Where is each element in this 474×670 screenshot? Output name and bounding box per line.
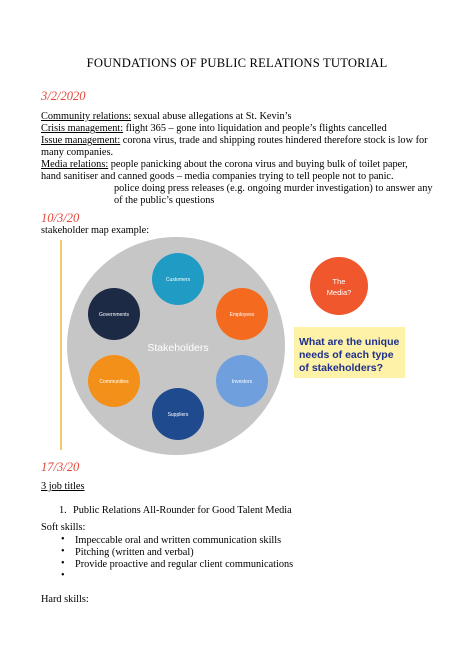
node-investors (216, 355, 268, 407)
bullet-icon: • (61, 534, 65, 545)
soft-skill-item: Pitching (written and verbal) (75, 547, 194, 558)
soft-skills-label: Soft skills: (41, 522, 86, 533)
the-media-node (310, 257, 368, 315)
term-text: corona virus, trade and shipping routes hindered therefore stock is low for (120, 135, 428, 146)
bullet-icon: • (61, 570, 65, 581)
bullet-icon: • (61, 558, 65, 569)
node-governments (88, 288, 140, 340)
customers-label: Customers (165, 277, 191, 283)
numbered-marker: 1. (59, 505, 67, 516)
term-label: Media relations: (41, 159, 109, 170)
hard-skills-label: Hard skills: (41, 594, 89, 605)
indented-note-line-2: of the public’s questions (114, 195, 215, 206)
the-media-circle (310, 257, 368, 315)
stakeholders-center-label: Stakeholders (147, 342, 209, 354)
soft-skill-item: Provide proactive and regular client communications (75, 559, 294, 570)
the-media-label-1: The (332, 277, 346, 286)
term-text: flight 365 – gone into liquidation and people’s flights cancelled (123, 123, 387, 134)
the-media-label-2: Media? (326, 288, 352, 297)
node-employees (216, 288, 268, 340)
bullet-icon: • (61, 546, 65, 557)
job-title-1: Public Relations All-Rounder for Good Talent Media (73, 505, 292, 516)
governments-label: Governments (98, 312, 130, 318)
term-text: sexual abuse allegations at St. Kevin’s (131, 111, 292, 122)
communities-label: Communities (99, 379, 129, 385)
term-label: Issue management: (41, 135, 121, 146)
suppliers-label: Suppliers (167, 412, 189, 418)
stakeholder-map-intro: stakeholder map example: (41, 225, 150, 236)
media-relations-continuation: hand sanitiser and canned goods – media companies trying to tell people not to panic. (41, 171, 394, 182)
employees-label: Employees (229, 312, 255, 318)
issue-management-continuation: many companies. (41, 147, 114, 158)
indented-note-line-1: police doing press releases (e.g. ongoing murder investigation) to answer any (114, 183, 433, 194)
date-heading-3: 17/3/20 (41, 460, 80, 474)
job-titles-heading: 3 job titles (41, 481, 85, 492)
date-heading-2: 10/3/20 (41, 211, 80, 225)
question-line-1: What are the unique (299, 336, 400, 348)
term-text: people panicking about the corona virus and buying bulk of toilet paper, (108, 159, 408, 170)
investors-label: Investors (231, 379, 253, 385)
page-title: FOUNDATIONS OF PUBLIC RELATIONS TUTORIAL (86, 56, 388, 70)
question-line-2: needs of each type (299, 349, 394, 361)
date-heading-1: 3/2/2020 (41, 89, 86, 103)
term-label: Crisis management: (41, 123, 124, 134)
term-label: Community relations: (41, 111, 132, 122)
node-customers (152, 253, 204, 305)
soft-skill-item: Impeccable oral and written communication skills (75, 535, 282, 546)
question-line-3: of stakeholders? (299, 362, 384, 374)
question-callout (294, 327, 405, 378)
node-communities (88, 355, 140, 407)
node-suppliers (152, 388, 204, 440)
